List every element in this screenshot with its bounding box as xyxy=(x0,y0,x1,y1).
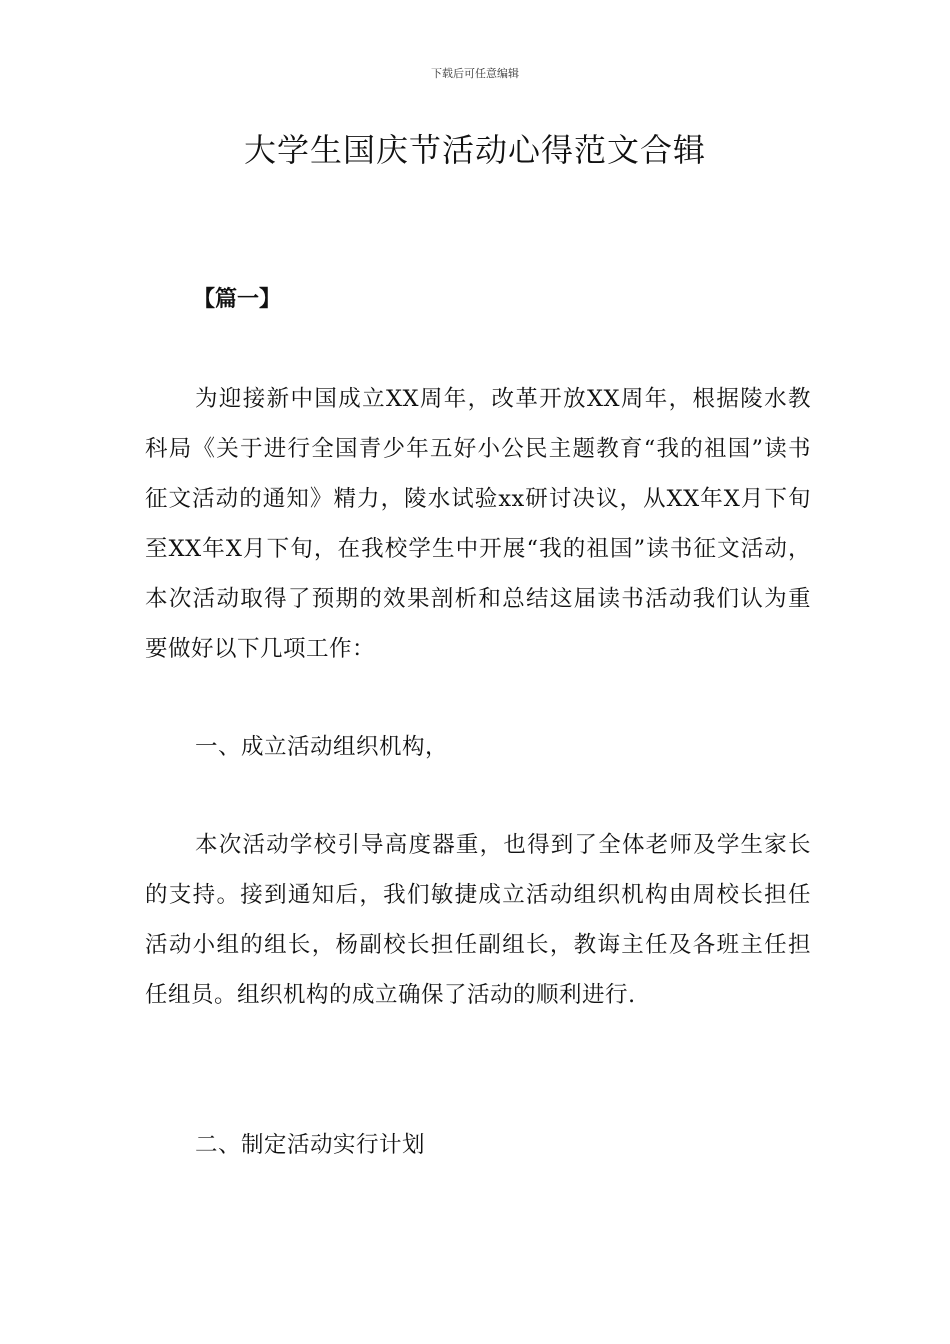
header-note: 下载后可任意编辑 xyxy=(431,67,519,80)
subheading-organization: 一、成立活动组织机构， xyxy=(195,734,449,760)
subheading-plan: 二、制定活动实行计划 xyxy=(195,1132,426,1158)
document-title: 大学生国庆节活动心得范文合辑 xyxy=(243,131,706,169)
section-label: 【篇一】 xyxy=(193,287,282,312)
body-paragraph-intro: 为迎接新中国成立XX周年，改革开放XX周年，根据陵水教科局《关于进行全国青少年五好小公民主题教育“我的祖国”读书征文活动的通知》精力，陵水试验xx研讨决议，从XX年X月下旬至XX年X月下旬，在我校学生中开展“我的祖国”读书征文活动，本次活动取得了预期的效果剖析和总结这届读书活动我们认为重要做好以下几项工作： xyxy=(145,386,811,662)
body-paragraph-organization: 本次活动学校引导高度器重，也得到了全体老师及学生家长的支持。接到通知后，我们敏捷成立活动组织机构由周校长担任活动小组的组长，杨副校长担任副组长，教诲主任及各班主任担任组员。组织机构的成立确保了活动的顺利进行. xyxy=(145,832,811,1008)
